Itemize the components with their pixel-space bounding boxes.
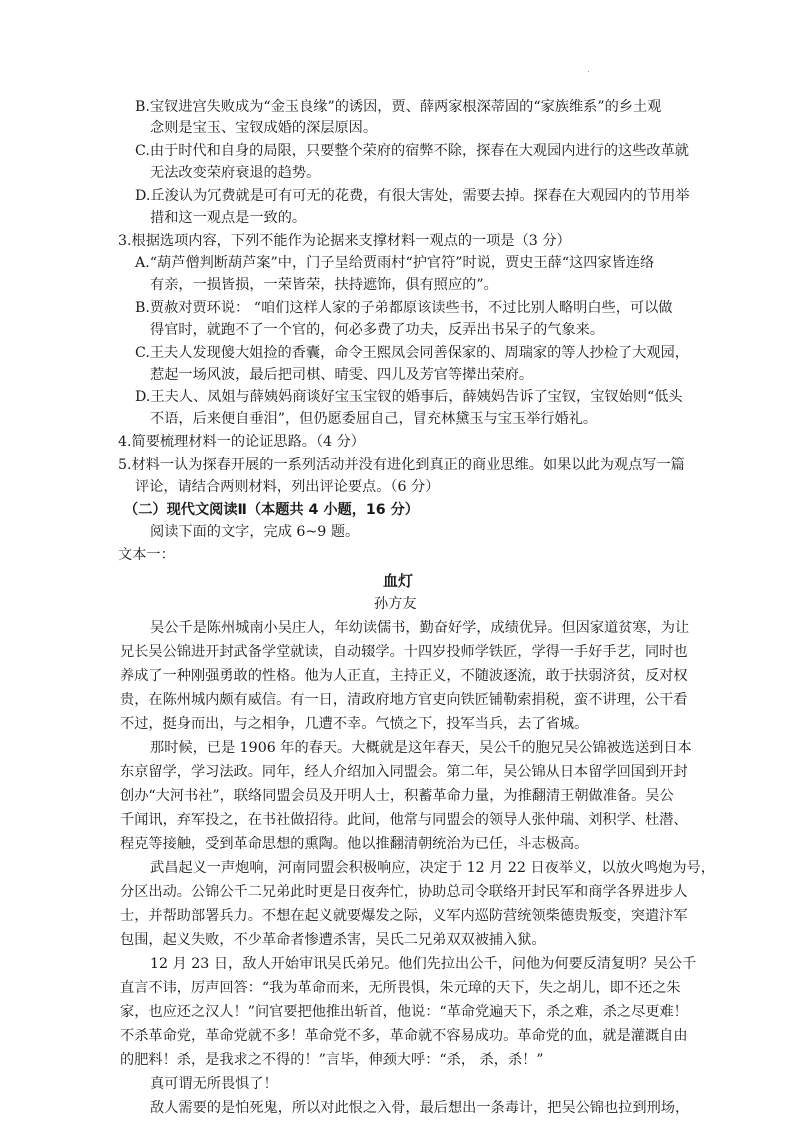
q3-option-a-line2: 有亲，一损皆损，一荣皆荣，扶持遮饰，俱有照应的”。 [150, 277, 498, 293]
section-heading: （二）现代文阅读Ⅱ（本题共 4 小题，16 分） [124, 502, 419, 518]
q3-option-d-line1: D.王夫人、凤姐与薛姨妈商谈好宝玉宝钗的婚事后，薛姨妈告诉了宝钗，宝钗始则“低头 [135, 389, 683, 405]
q5-stem-line1: 5.材料一认为探春开展的一系列活动并没有进化到真正的商业思维。如果以此为观点写一篇 [118, 457, 685, 473]
story-line: 的肥料！杀，是我求之不得的！”言毕，伸颈大呼：“杀， 杀，杀！” [120, 1052, 544, 1068]
q5-stem-line2: 评论，请结合两则材料，列出评论要点。（6 分） [135, 479, 440, 495]
story-line: 程克等接触，受到革命思想的熏陶。他以推翻清朝统治为已任，斗志极高。 [120, 836, 589, 852]
corner-mark: · [587, 66, 590, 76]
q3-stem: 3.根据选项内容，下列不能作为论据来支撑材料一观点的一项是（3 分） [118, 233, 571, 249]
story-line: 不过，挺身而出，与之相争，几遭不幸。气愤之下，投军当兵，去了省城。 [120, 716, 589, 732]
story-line: 吴公千是陈州城南小吴庄人，年幼读儒书，勤奋好学，成绩优异。但因家道贫寒，为让 [150, 620, 690, 636]
story-line: 不杀革命党，革命党就不多！革命党不多，革命就不容易成功。革命党的血，就是灌溉自由 [120, 1028, 688, 1044]
q3-option-c-line2: 惹起一场风波，最后把司棋、晴雯、四儿及芳官等撵出荣府。 [150, 367, 534, 383]
story-line: 贵，在陈州城内颇有威信。有一日，清政府地方官吏向铁匠铺勒索捐税，蛮不讲理，公干看 [120, 692, 688, 708]
q3-option-b-line1: B.贾赦对贾环说： “咱们这样人家的子弟都原该读些书，不过比别人略明白些，可以做 [135, 300, 673, 316]
story-line: 包围，起义失败，不少革命者惨遭杀害，吴氏二兄弟双双被捕入狱。 [120, 932, 546, 948]
story-line: 分区出动。公锦公千二兄弟此时更是日夜奔忙，协助总司令联络开封民军和商学各界进步人 [120, 884, 688, 900]
story-line: 创办“大河书社”，联络同盟会员及开明人士，积蓄革命力量，为推翻清王朝做准备。吴公 [120, 788, 674, 804]
q2-option-b-line2: 念则是宝玉、宝钗成婚的深层原因。 [150, 120, 378, 136]
story-line: 家，也应还之汉人！”问官要把他推出斩首，他说：“革命党遍天下，杀之难，杀之尽更难！ [120, 1004, 688, 1020]
story-line: 12 月 23 日，敌人开始审讯吴氏弟兄。他们先拉出公千，问他为何要反清复明？吴公千 [150, 956, 697, 972]
story-line: 养成了一种刚强勇敢的性格。他为人正直，主持正义，不随波逐流，敢于扶弱济贫，反对权 [120, 668, 688, 684]
story-line: 敌人需要的是怕死鬼，所以对此恨之入骨，最后想出一条毒计，把吴公锦也拉到刑场， [150, 1100, 690, 1116]
q2-option-d-line2: 措和这一观点是一致的。 [150, 210, 307, 226]
story-line: 武昌起义一声炮响，河南同盟会积极响应，决定于 12 月 22 日夜举义，以放火鸣炮为号， [150, 860, 715, 876]
story-line: 直言不讳，厉声回答：“我为革命而来，无所畏惧，朱元璋的天下，失之胡儿，即不还之朱 [120, 980, 681, 996]
story-line: 士，并帮助部署兵力。不想在起义就要爆发之际，义军内巡防营统领柴德贵叛变，突遣汴军 [120, 908, 688, 924]
reading-instruction: 阅读下面的文字，完成 6~9 题。 [150, 524, 360, 540]
story-line: 兄长吴公锦进开封武备学堂就读，自动辍学。十四岁投师学铁匠，学得一手好手艺，同时也 [120, 644, 688, 660]
q2-option-c-line1: C.由于时代和自身的局限，只要整个荣府的宿弊不除，探春在大观园内进行的这些改革就 [135, 143, 689, 159]
q3-option-c-line1: C.王夫人发现傻大姐捡的香囊，命令王熙凤会同善保家的、周瑞家的等人抄检了大观园， [135, 345, 689, 361]
text-one-label: 文本一： [118, 547, 175, 563]
story-author: 孙方友 [374, 596, 417, 612]
q3-option-b-line2: 得官时，就跑不了一个官的，何必多费了功夫，反弄出书呆子的气象来。 [150, 322, 605, 338]
q4-stem: 4.简要梳理材料一的论证思路。（4 分） [118, 434, 365, 450]
q2-option-b-line1: B.宝钗进宫失败成为“金玉良缘”的诱因，贾、薛两家根深蒂固的“家族维系”的乡土观 [135, 99, 662, 115]
q3-option-a-line1: A.“葫芦僧判断葫芦案”中，门子呈给贾雨村“护官符”时说，贾史王薛“这四家皆连络 [135, 255, 655, 271]
story-line: 千闻讯，弃军投之，在书社做招待。此间，他常与同盟会的领导人张仲瑞、刘积学、杜潜、 [120, 812, 688, 828]
story-line: 东京留学，学习法政。同年，经人介绍加入同盟会。第二年，吴公锦从日本留学回国到开封 [120, 764, 688, 780]
story-title: 血灯 [383, 572, 414, 590]
story-line: 真可谓无所畏惧了！ [150, 1076, 278, 1092]
q2-option-c-line2: 无法改变荣府衰退的趋势。 [150, 165, 321, 181]
story-line: 那时候，已是 1906 年的春天。大概就是这年春天，吴公千的胞兄吴公锦被选送到日本 [150, 740, 692, 756]
q2-option-d-line1: D.丘浚认为冗费就是可有可无的花费，有很大害处，需要去掉。探春在大观园内的节用举 [135, 188, 690, 204]
q3-option-d-line2: 不语，后来便自垂泪”，但仍愿委屈自己，冒充林黛玉与宝玉举行婚礼。 [150, 411, 598, 427]
